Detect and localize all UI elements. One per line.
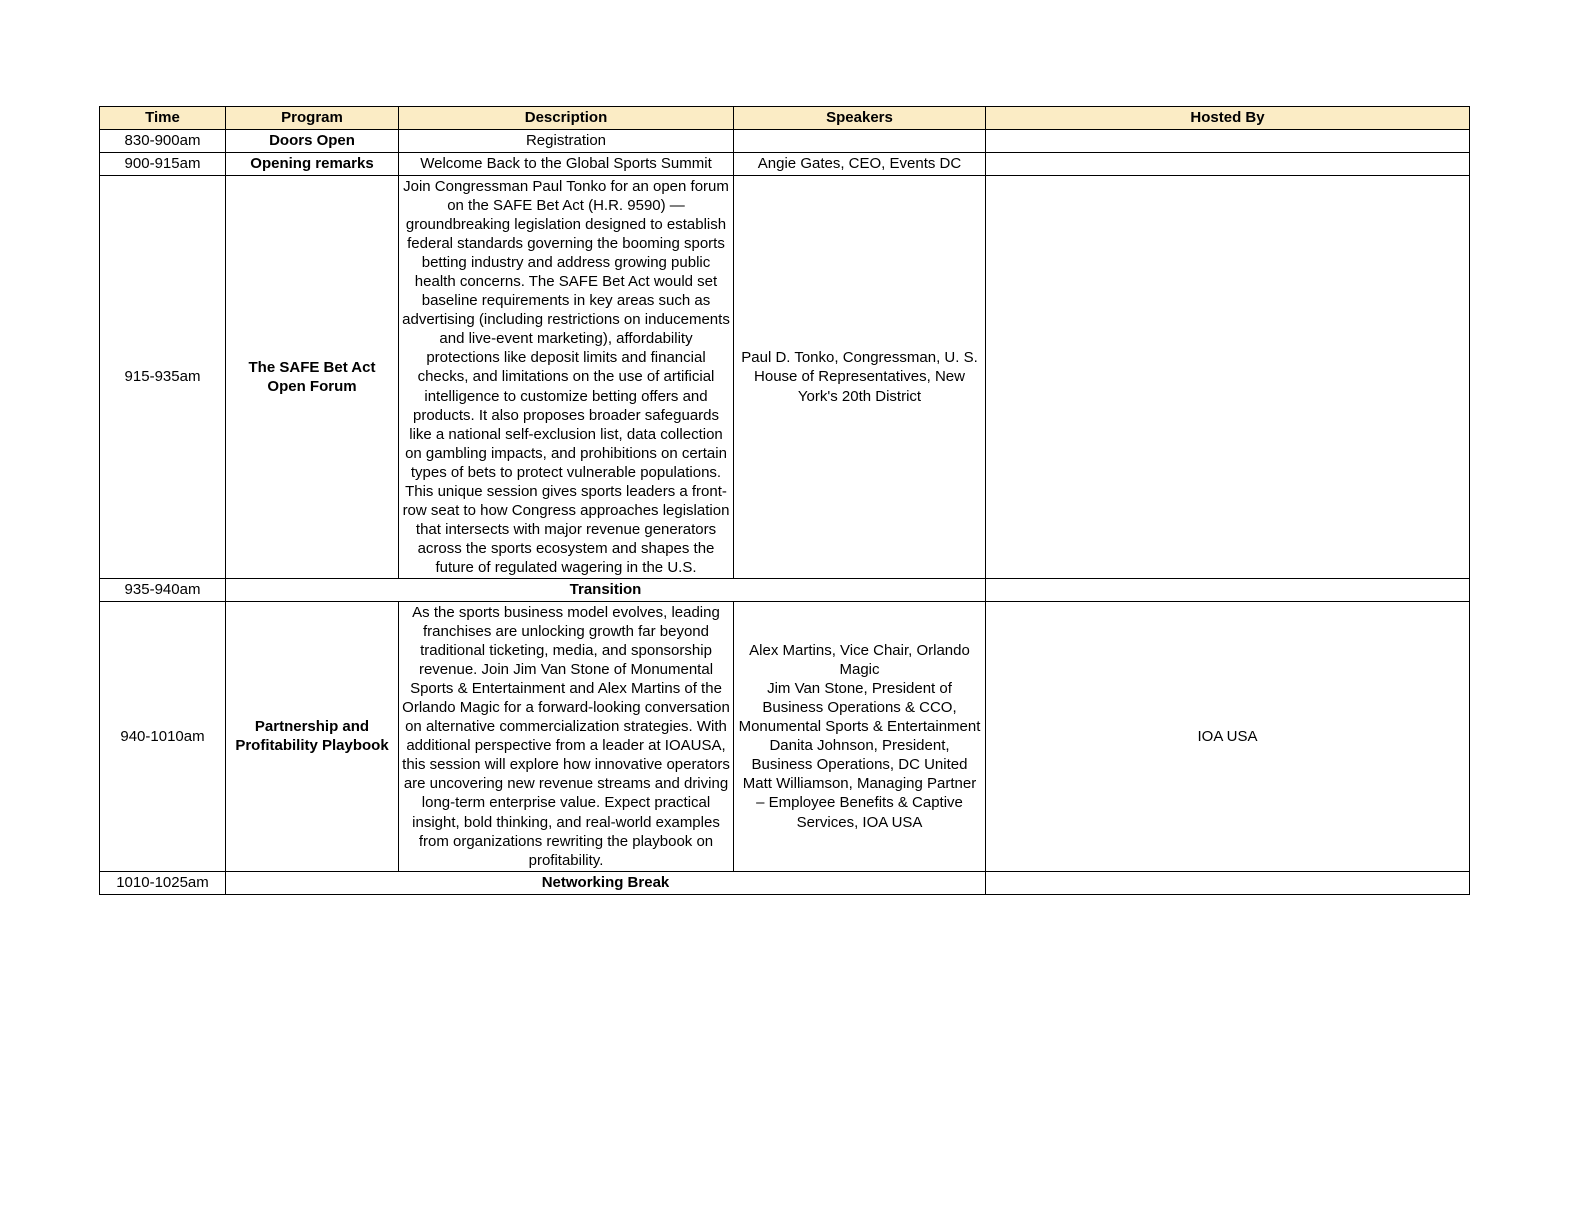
hosted-by-cell (986, 176, 1470, 579)
table-row-partnership-playbook (100, 601, 1470, 871)
time-cell: 935-940am (100, 578, 226, 601)
hosted-by-cell (986, 871, 1470, 894)
hosted-by-cell (986, 153, 1470, 176)
speakers-cell (734, 130, 986, 153)
header-row (100, 107, 1470, 130)
col-header-time: Time (100, 107, 226, 130)
table-row-safe-bet-act (100, 176, 1470, 579)
description-cell: As the sports business model evolves, leading franchises are unlocking growth far beyond traditional ticketing, media, and sponsorship revenue. Join Jim Van Stone of Monumental Sports & Entertainment and Alex Martins of the Orlando Magic for a forward-looking conversation on alternative commercialization strategies. With additional perspective from a leader at IOAUSA, this session will explore how innovative operators are uncovering new revenue streams and driving long-term enterprise value. Expect practical insight, bold thinking, and real-world examples from organizations rewriting the playbook on profitability. (399, 601, 734, 871)
time-cell: 1010-1025am (100, 871, 226, 894)
program-cell: Doors Open (226, 130, 399, 153)
col-header-speakers: Speakers (734, 107, 986, 130)
description-cell: Join Congressman Paul Tonko for an open forum on the SAFE Bet Act (H.R. 9590) — groundbreaking legislation designed to establish federal standards governing the booming sports betting industry and address growing public health concerns. The SAFE Bet Act would set baseline requirements in key areas such as advertising (including restrictions on inducements and live-event marketing), affordability protections like deposit limits and financial checks, and limitations on the use of artificial intelligence to customize betting offers and products. It also proposes broader safeguards like a national self-exclusion list, data collection on gambling impacts, and prohibitions on certain types of bets to protect vulnerable populations. This unique session gives sports leaders a front-row seat to how Congress approaches legislation that intersects with major revenue generators across the sports ecosystem and shapes the future of regulated wagering in the U.S. (399, 176, 734, 579)
speakers-cell: Angie Gates, CEO, Events DC (734, 153, 986, 176)
table-row-networking-break (100, 871, 1470, 894)
col-header-description: Description (399, 107, 734, 130)
merged-label-cell: Transition (226, 578, 986, 601)
time-cell: 830-900am (100, 130, 226, 153)
hosted-by-cell: IOA USA (986, 601, 1470, 871)
table-row-doors-open (100, 130, 1470, 153)
description-cell: Welcome Back to the Global Sports Summit (399, 153, 734, 176)
merged-label-cell: Networking Break (226, 871, 986, 894)
speakers-cell: Paul D. Tonko, Congressman, U. S. House of Representatives, New York's 20th District (734, 176, 986, 579)
time-cell: 915-935am (100, 176, 226, 579)
table-row-opening-remarks (100, 153, 1470, 176)
agenda-table (99, 106, 1470, 895)
hosted-by-cell (986, 578, 1470, 601)
hosted-by-cell (986, 130, 1470, 153)
col-header-hosted-by: Hosted By (986, 107, 1470, 130)
program-cell: Opening remarks (226, 153, 399, 176)
program-cell: Partnership and Profitability Playbook (226, 601, 399, 871)
table-row-transition (100, 578, 1470, 601)
document-page (99, 106, 1470, 895)
speakers-cell: Alex Martins, Vice Chair, Orlando Magic Jim Van Stone, President of Business Operations & CCO, Monumental Sports & Entertainment Danita Johnson, President, Business Operations, DC United Matt Williamson, Managing Partner – Employee Benefits & Captive Services, IOA USA (734, 601, 986, 871)
time-cell: 900-915am (100, 153, 226, 176)
col-header-program: Program (226, 107, 399, 130)
description-cell: Registration (399, 130, 734, 153)
program-cell: The SAFE Bet Act Open Forum (226, 176, 399, 579)
time-cell: 940-1010am (100, 601, 226, 871)
